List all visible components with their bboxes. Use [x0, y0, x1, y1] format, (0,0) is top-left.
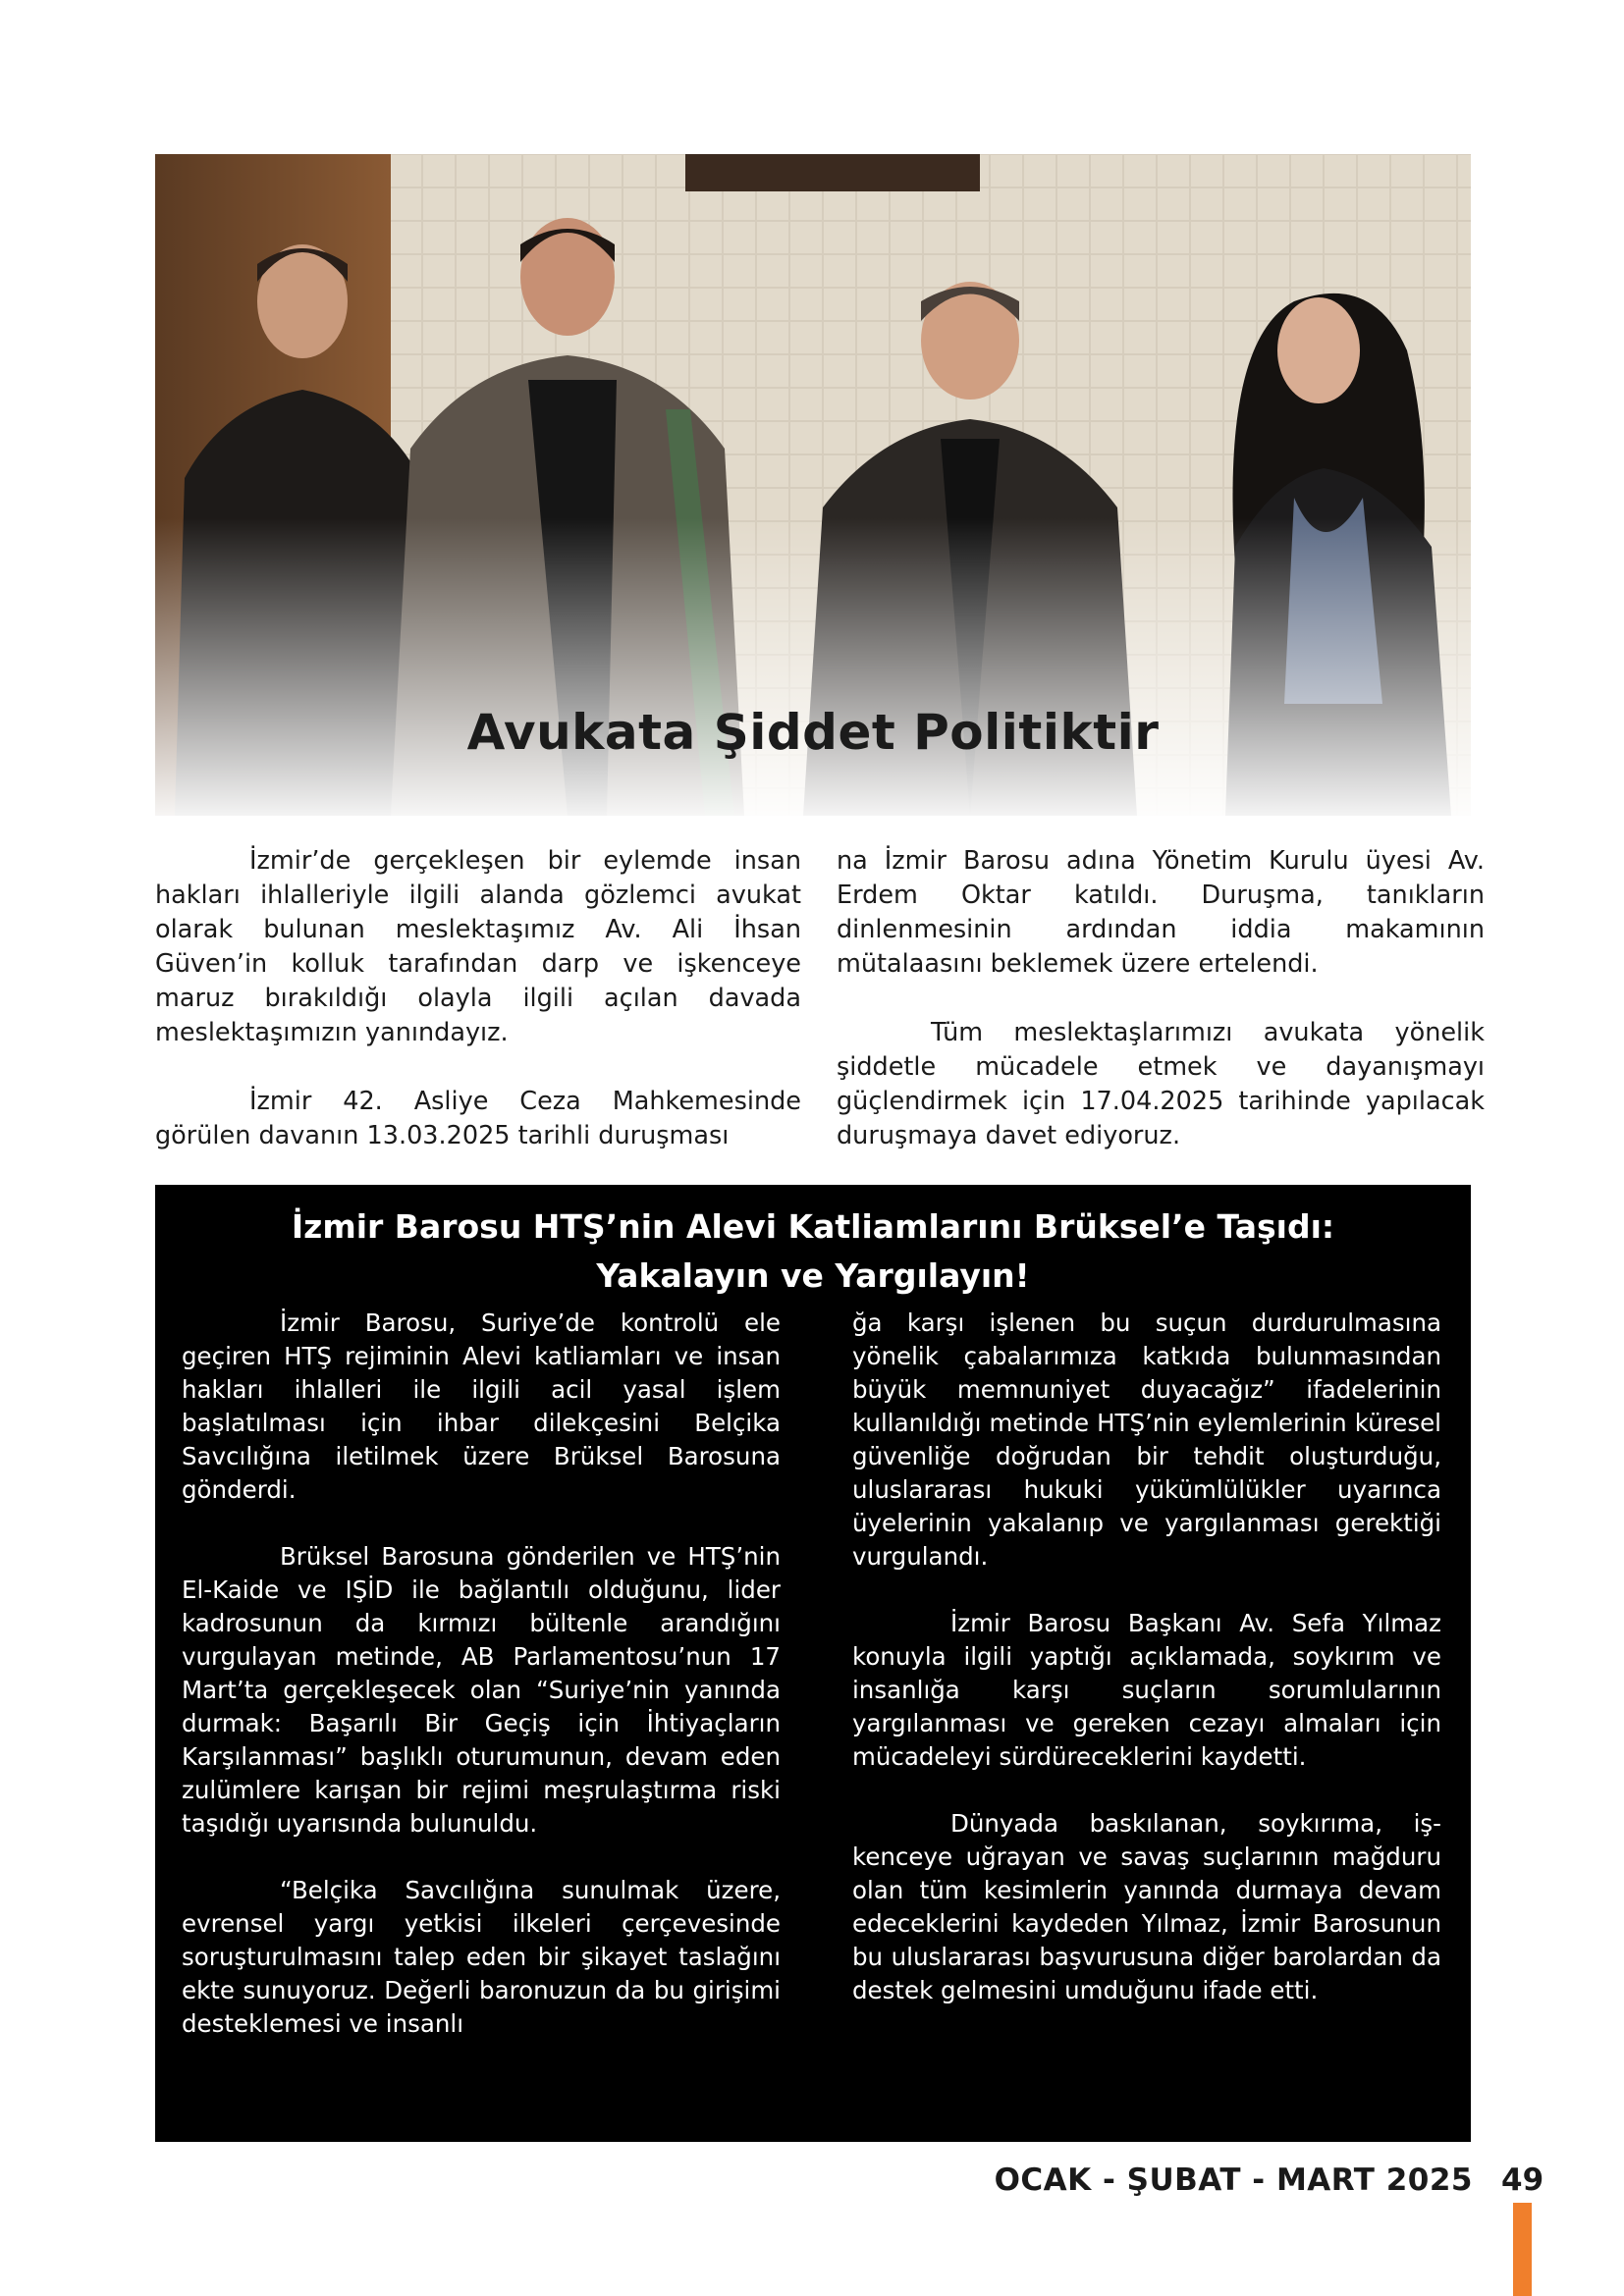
intro-right-paragraph: na İzmir Barosu adına Yönetim Kurulu üyesi Av. Erdem Oktar katıldı. Duruşma, tanıkların dinlenmesinin ardından iddia makamının mütalaasını beklemek üzere ertelendi. [837, 846, 1485, 979]
page-number: 49 [1501, 2163, 1544, 2198]
news-box-right-paragraph: ğa karşı işlenen bu suçun durdurulmasına yönelik çabalarımıza katkıda bulunmasından büyük memnuniyet duyacağız” ifadelerinin kullanıldığı metinde HTŞ’nin eylemlerinin küresel güvenliğe doğrudan bir tehdit oluşturduğu, uluslararası hukuki yükümlülükler uyarınca üyelerinin yakalanıp ve yargılanması gerektiği vurgulandı. [852, 1308, 1441, 1571]
news-box-right-paragraph: İzmir Barosu Başkanı Av. Sefa Yılmaz konuyla ilgili yaptığı açıklamada, soykırım ve insanlığa karşı suçların sorumlularının yargılanması ve gereken cezayı almaları için mücadeleyi sürdüreceklerini kaydetti. [852, 1609, 1441, 1771]
news-box-left-paragraph: İzmir Barosu, Suriye’de kontrolü ele geçiren HTŞ rejiminin Alevi katliamları ve insan hakları ihlalleri ile ilgili acil yasal işlem başlatılması için ihbar dilekçesini Belçika Savcılığına iletilmek üzere Brüksel Barosuna gönderdi. [182, 1308, 781, 1504]
intro-left-paragraph: İzmir’de gerçekleşen bir eylemde insan hakları ihlalleriyle ilgili alanda gözlemci avukat olarak bulunan meslektaşımız Av. Ali İhsan Güven’in kolluk tarafından darp ve işkenceye maruz bırakıldığı olayla ilgili açılan davada meslektaşımızın yanındayız. [155, 846, 801, 1047]
news-box-left-paragraph: “Belçika Savcılığına sunulmak üzere, evrensel yargı yetkisi ilkeleri çerçevesinde soruşturulmasını talep eden bir şikayet taslağını ekte sunuyoruz. Değerli baronuzun da bu girişimi desteklemesi ve insanlı [182, 1876, 781, 2038]
news-box-title-line1: İzmir Barosu HTŞ’nin Alevi Katliamlarını Brüksel’e Taşıdı: [291, 1207, 1335, 1246]
page-accent-bar [1513, 2203, 1532, 2296]
news-box-left-paragraph: Brüksel Barosuna gönderilen ve HTŞ’nin El-Kaide ve IŞİD ile bağlantılı olduğunu, lider kadrosunun da kırmızı bültenle arandığını vurgulayan metinde, AB Parlamentosu’nun 17 Mart’ta gerçekleşecek olan “Suriye’nin yanında durmak: Başarılı Bir Geçiş için İhtiyaçların Karşılanması” başlıklı oturumunun, devam eden zulümlere karışan bir rejimi meşrulaştırma riski taşıdığı uyarısında bulunuldu. [182, 1542, 781, 1838]
news-box-title-line2: Yakalayın ve Yargılayın! [596, 1256, 1030, 1295]
header-photo [155, 154, 1471, 816]
news-box-right-column [852, 1307, 1441, 2041]
intro-right-column [837, 844, 1485, 1153]
news-box [155, 1185, 1471, 2142]
photo-headline: Avukata Şiddet Politiktir [466, 704, 1160, 761]
news-box-right-paragraph: Dünyada baskılanan, soykırıma, işkenceye uğrayan ve savaş suçlarının mağduru olan tüm kesimlerin yanında durmaya devam edeceklerini kaydeden Yılmaz, İzmir Barosunun bu uluslararası başvurusuna diğer barolardan da destek gelmesini umduğunu ifade etti. [852, 1809, 1441, 2004]
issue-label: OCAK - ŞUBAT - MART 2025 [994, 2163, 1473, 2198]
intro-right-paragraph: Tüm meslektaşlarımızı avukata yönelik şiddetle mücadele etmek ve dayanışmayı güçlendirmek için 17.04.2025 tarihinde yapılacak duruşmaya davet ediyoruz. [837, 1018, 1485, 1150]
news-box-left-column [182, 1307, 781, 2074]
intro-left-paragraph: İzmir 42. Asliye Ceza Mahkemesinde görülen davanın 13.03.2025 tarihli duruşması [155, 1087, 801, 1150]
intro-left-column [155, 844, 801, 1153]
news-box-title [155, 1202, 1471, 1301]
